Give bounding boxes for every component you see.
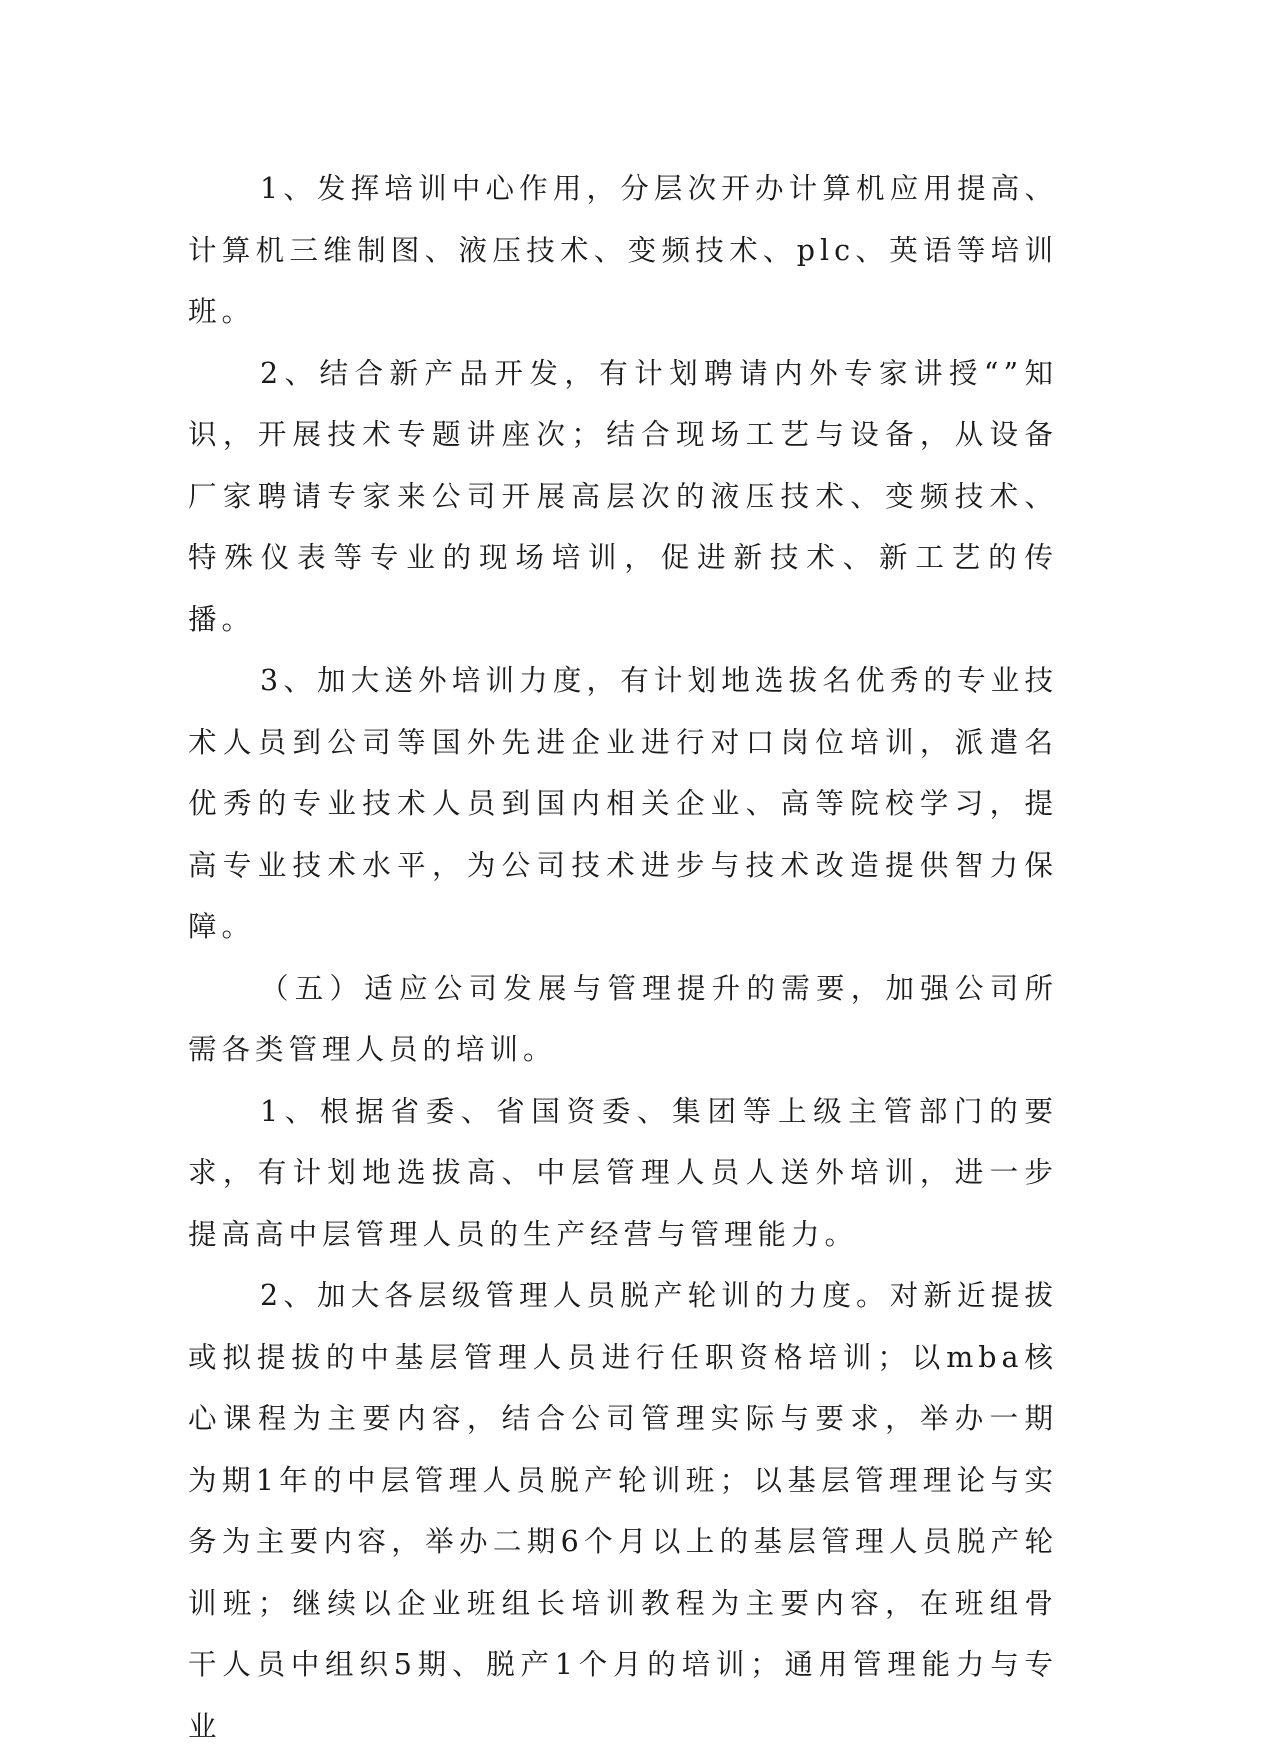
paragraph-training-center: 1、发挥培训中心作用，分层次开办计算机应用提高、计算机三维制图、液压技术、变频技术、plc、英语等培训班。 <box>188 172 1058 328</box>
paragraph-management-rotation-training: 2、加大各层级管理人员脱产轮训的力度。对新近提拔或拟提拔的中基层管理人员进行任职资格培训；以mba核心课程为主要内容，结合公司管理实际与要求，举办一期为期1年的中层管理人员脱产轮训班；以基层管理理论与实务为主要内容，举办二期6个月以上的基层管理人员脱产轮训班；继续以企业班组长培训教程为主要内容，在班组骨干人员中组织5期、脱产1个月的培训；通用管理能力与专业 <box>188 1279 1058 1743</box>
document-body <box>188 158 1058 1757</box>
paragraph-senior-management-training: 1、根据省委、省国资委、集团等上级主管部门的要求，有计划地选拔高、中层管理人员人送外培训，进一步提高高中层管理人员的生产经营与管理能力。 <box>188 1094 1058 1251</box>
paragraph-expert-lectures: 2、结合新产品开发，有计划聘请内外专家讲授“”知识，开展技术专题讲座次；结合现场工艺与设备，从设备厂家聘请专家来公司开展高层次的液压技术、变频技术、特殊仪表等专业的现场培训，促进新技术、新工艺的传播。 <box>188 356 1058 636</box>
paragraph-section-five-heading: （五）适应公司发展与管理提升的需要，加强公司所需各类管理人员的培训。 <box>188 971 1058 1066</box>
paragraph-external-training: 3、加大送外培训力度，有计划地选拔名优秀的专业技术人员到公司等国外先进企业进行对口岗位培训，派遣名优秀的专业技术人员到国内相关企业、高等院校学习，提高专业技术水平，为公司技术进步与技术改造提供智力保障。 <box>188 664 1058 943</box>
